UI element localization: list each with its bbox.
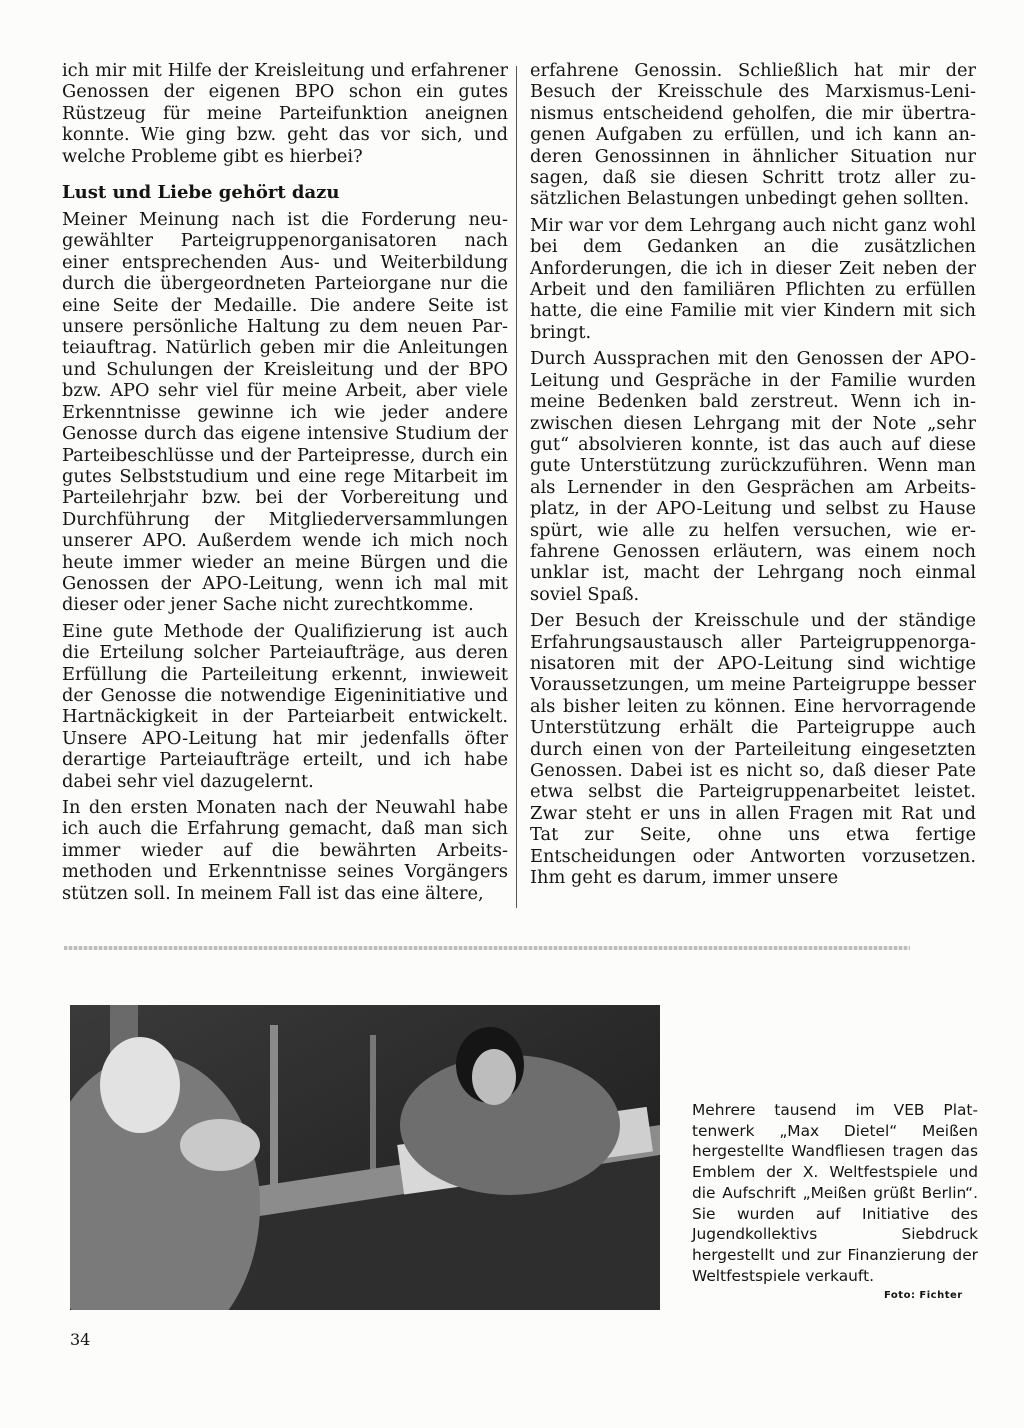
paragraph: Meiner Meinung nach ist die Forderung neugewählter Parteigruppenorganisatoren nach einer entsprechenden Aus- und Weiterbildung durch die übergeordneten Parteiorgane nur die eine Seite der Medaille. Die andere Seite ist unsere persönliche Haltung zu dem neuen Parteiauftrag. Natürlich geben mir die Anleitungen und Schulungen der Kreisleitung und der BPO bzw. APO sehr viel für meine Arbeit, aber viele Erkenntnisse gewinne ich wie jeder andere Genosse durch das eigene intensive Studium der Parteibeschlüsse und der Parteipresse, durch ein gutes Selbststudium und eine rege Mitarbeit im Parteilehrjahr bzw. bei der Vorbereitung und Durchführung der Mitgliederversammlungen unserer APO. Außerdem wende ich mich noch heute immer wieder an meine Bürgen und die Genossen der APO-Leitung, wenn ich mal mit dieser oder jener Sache nicht zurechtkomme. xyxy=(62,209,508,616)
paragraph: ich mir mit Hilfe der Kreisleitung und erfahrener Genossen der eigenen BPO schon ein gutes Rüstzeug für meine Parteifunktion aneignen konnte. Wie ging bzw. geht das vor sich, und welche Probleme gibt es hierbei? xyxy=(62,60,508,167)
paragraph: Durch Aussprachen mit den Genossen der APO-Leitung und Gespräche in der Familie wurden meine Bedenken bald zerstreut. Wenn ich inzwischen diesen Lehrgang mit der Note „sehr gut“ absolvieren konnte, ist das auch auf diese gute Unterstützung zurückzuführen. Wenn man als Lernender in den Gesprächen am Arbeitsplatz, in der APO-Leitung und selbst zu Hause spürt, wie alle zu helfen versuchen, wie erfahrene Genossen erläutern, was einem noch unklar ist, macht der Lehrgang noch einmal soviel Spaß. xyxy=(530,348,976,605)
right-text-column xyxy=(530,60,976,893)
paragraph: Mir war vor dem Lehrgang auch nicht ganz wohl bei dem Gedanken an die zusätzlichen Anforderungen, die ich in dieser Zeit neben der Arbeit und den familiären Pflichten zu erfüllen hatte, die eine Familie mit vier Kindern mit sich bringt. xyxy=(530,214,976,343)
factory-photo xyxy=(70,1005,660,1310)
page-number: 34 xyxy=(70,1330,91,1349)
paragraph: Der Besuch der Kreisschule und der ständige Erfahrungsaustausch aller Parteigruppenorganisatoren mit der APO-Leitung sind wichtige Voraussetzungen, um meine Parteigruppe besser als bisher leiten zu können. Eine hervorragende Unterstützung erhält die Parteigruppe auch durch einen von der Parteileitung eingesetzten Genossen. Dabei ist es nicht so, daß dieser Pate etwa selbst die Parteigruppenarbeitet leistet. Zwar steht er uns in allen Fragen mit Rat und Tat zur Seite, ohne uns etwa fertige Entscheidungen oder Antworten vorzusetzen. Ihm geht es darum, immer unsere xyxy=(530,610,976,889)
horizontal-rule xyxy=(64,946,910,950)
section-heading: Lust und Liebe gehört dazu xyxy=(62,182,340,204)
paragraph: Eine gute Methode der Qualifizierung ist auch die Erteilung solcher Parteiaufträge, aus deren Erfüllung die Parteileitung erkennt, inwieweit der Genosse die notwendige Eigeninitiative und Hartnäckigkeit in der Parteiarbeit entwickelt. Unsere APO-Leitung hat mir jedenfalls öfter derartige Parteiaufträge erteilt, und ich habe dabei sehr viel dazugelernt. xyxy=(62,620,508,792)
paragraph: erfahrene Genossin. Schließlich hat mir der Besuch der Kreisschule des Marxismus-Leninismus entscheidend geholfen, die mir übertragenen Aufgaben zu erfüllen, und ich kann anderen Genossinnen in ähnlicher Situation nur sagen, daß sie diesen Schritt trotz aller zusätzlichen Belastungen unbedingt gehen sollten. xyxy=(530,60,976,210)
photo-caption: Mehrere tausend im VEB Plattenwerk „Max Dietel“ Meißen hergestellte Wandfliesen tragen das Emblem der X. Weltfestspiele und die Aufschrift „Meißen grüßt Berlin“. Sie wurden auf Initiative des Jugendkollektivs Siebdruck hergestellt und zur Finanzierung der Weltfestspiele verkauft. xyxy=(692,1101,978,1285)
paragraph: In den ersten Monaten nach der Neuwahl habe ich auch die Erfahrung gemacht, daß man sich immer wieder auf die bewährten Arbeitsmethoden und Erkenntnisse seines Vorgängers stützen soll. In meinem Fall ist das eine ältere, xyxy=(62,797,508,904)
photo-credit: Foto: Fichter xyxy=(884,1290,963,1301)
left-text-column xyxy=(62,60,508,909)
photo-illustration xyxy=(70,1005,660,1310)
column-divider xyxy=(516,66,517,908)
